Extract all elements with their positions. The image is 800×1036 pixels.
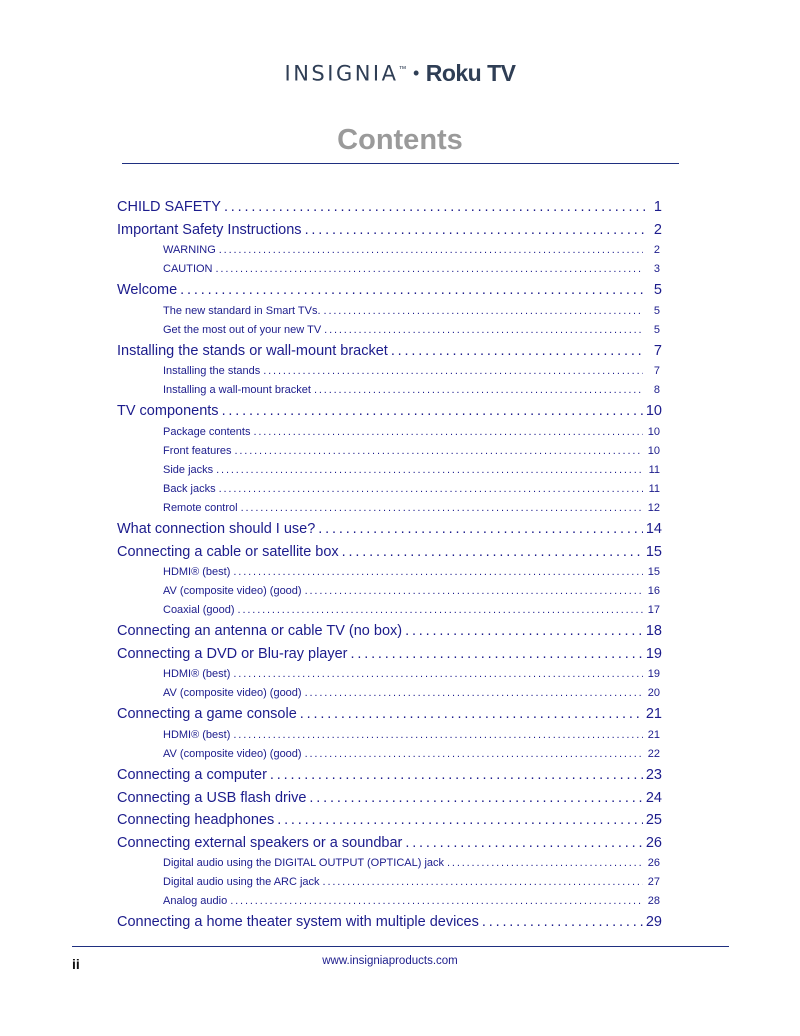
logo-trademark: ™	[398, 64, 407, 74]
toc-subentry[interactable]	[117, 260, 662, 279]
toc-entry[interactable]	[117, 400, 662, 423]
toc-subentry[interactable]	[117, 480, 662, 499]
toc-subentry[interactable]	[117, 892, 662, 911]
toc-entry-label: Coaxial (good)	[163, 604, 235, 617]
toc-entry-page: 11	[648, 482, 660, 495]
toc-entry-label: Connecting headphones	[117, 812, 275, 829]
dot-leader	[305, 745, 643, 764]
toc-entry-page: 25	[645, 812, 662, 829]
dot-leader	[180, 279, 645, 302]
dot-leader	[233, 726, 643, 745]
toc-entry-page: 10	[647, 425, 660, 438]
toc-entry-page: 5	[653, 304, 660, 317]
toc-entry-page: 16	[647, 585, 660, 598]
title-divider	[122, 163, 679, 164]
toc-entry-page: 21	[645, 706, 662, 723]
logo-brand: INSIGNIA	[284, 61, 399, 86]
footer-url[interactable]: www.insigniaproducts.com	[322, 955, 458, 967]
toc-entry-page: 17	[647, 604, 660, 617]
dot-leader	[324, 302, 643, 321]
toc-subentry[interactable]	[117, 461, 662, 480]
toc-subentry[interactable]	[117, 423, 662, 442]
toc-subentry[interactable]	[117, 381, 662, 400]
toc-subentry[interactable]	[117, 726, 662, 745]
toc-entry-label: Remote control	[163, 501, 238, 514]
toc-entry-page: 5	[653, 323, 660, 336]
dot-leader	[219, 480, 643, 499]
toc-entry-page: 3	[653, 263, 660, 276]
toc-subentry[interactable]	[117, 302, 662, 321]
toc-entry-page: 27	[647, 876, 660, 889]
toc-entry-page: 1	[653, 199, 662, 215]
toc-entry-label: CHILD SAFETY	[117, 199, 221, 215]
toc-entry-page: 23	[645, 766, 662, 783]
dot-leader	[241, 499, 643, 518]
toc-entry[interactable]	[117, 279, 662, 302]
dot-leader	[270, 764, 643, 787]
toc-entry-page: 24	[645, 789, 662, 806]
dot-leader	[234, 442, 643, 461]
toc-entry[interactable]	[117, 832, 662, 855]
toc-entry-page: 19	[647, 668, 660, 681]
toc-entry[interactable]	[117, 787, 662, 810]
dot-leader	[309, 787, 642, 810]
toc-entry-label: Connecting a game console	[117, 706, 297, 723]
toc-entry-page: 18	[645, 623, 662, 640]
toc-subentry[interactable]	[117, 684, 662, 703]
toc-subentry[interactable]	[117, 745, 662, 764]
toc-entry-label: Get the most out of your new TV	[163, 323, 322, 336]
toc-entry-label: Side jacks	[163, 463, 214, 476]
dot-leader	[233, 665, 643, 684]
toc-subentry[interactable]	[117, 873, 662, 892]
toc-entry[interactable]	[117, 620, 662, 643]
dot-leader	[405, 620, 643, 643]
toc-entry[interactable]	[117, 541, 662, 564]
toc-entry-label: WARNING	[163, 244, 216, 257]
dot-leader	[216, 461, 643, 480]
toc-entry-label: Welcome	[117, 282, 178, 299]
toc-entry-page: 19	[645, 645, 662, 662]
toc-entry-label: Installing the stands	[163, 365, 261, 378]
toc-entry-page: 28	[647, 895, 660, 908]
toc-entry[interactable]	[117, 764, 662, 787]
dot-leader	[482, 911, 643, 934]
table-of-contents	[117, 196, 662, 934]
toc-entry[interactable]	[117, 703, 662, 726]
toc-entry-page: 15	[645, 543, 662, 560]
toc-entry-label: Connecting a USB flash drive	[117, 789, 307, 806]
toc-entry-label: Connecting a DVD or Blu-ray player	[117, 645, 348, 662]
toc-entry-page: 10	[645, 403, 662, 420]
toc-entry-label: Installing a wall-mount bracket	[163, 384, 311, 397]
toc-entry-page: 11	[648, 463, 660, 476]
dot-leader	[253, 423, 643, 442]
toc-entry[interactable]	[117, 911, 662, 934]
toc-subentry[interactable]	[117, 665, 662, 684]
toc-entry-page: 15	[647, 566, 660, 579]
dot-leader	[277, 809, 643, 832]
toc-entry-page: 2	[653, 221, 662, 238]
brand-logo	[0, 60, 800, 87]
toc-entry-label: Connecting a home theater system with multiple devices	[117, 914, 479, 931]
logo-separator: •	[412, 63, 420, 83]
toc-entry[interactable]	[117, 196, 662, 219]
dot-leader	[230, 892, 643, 911]
dot-leader	[323, 873, 643, 892]
toc-subentry[interactable]	[117, 499, 662, 518]
dot-leader	[233, 563, 643, 582]
toc-entry-label: Connecting an antenna or cable TV (no box)	[117, 623, 403, 640]
dot-leader	[305, 684, 643, 703]
dot-leader	[314, 381, 643, 400]
toc-entry-page: 26	[645, 834, 662, 851]
toc-entry[interactable]	[117, 643, 662, 666]
toc-entry-label: Analog audio	[163, 895, 228, 908]
toc-entry-page: 8	[653, 384, 660, 397]
toc-subentry[interactable]	[117, 442, 662, 461]
toc-subentry[interactable]	[117, 321, 662, 340]
toc-entry-label: AV (composite video) (good)	[163, 585, 302, 598]
toc-entry-label: What connection should I use?	[117, 520, 316, 537]
dot-leader	[216, 260, 644, 279]
toc-entry[interactable]	[117, 518, 662, 541]
toc-entry-page: 26	[647, 857, 660, 870]
toc-entry[interactable]	[117, 340, 662, 363]
toc-entry-label: Installing the stands or wall-mount bracket	[117, 342, 388, 359]
logo-partner: Roku TV	[425, 60, 516, 86]
toc-entry-label: AV (composite video) (good)	[163, 687, 302, 700]
toc-entry-label: Connecting a computer	[117, 766, 267, 783]
dot-leader	[342, 541, 643, 564]
dot-leader	[447, 854, 643, 873]
toc-entry-label: The new standard in Smart TVs.	[163, 304, 321, 317]
dot-leader	[222, 400, 643, 423]
dot-leader	[238, 601, 643, 620]
toc-entry-label: AV (composite video) (good)	[163, 747, 302, 760]
toc-entry-label: HDMI® (best)	[163, 668, 231, 681]
dot-leader	[318, 518, 643, 541]
dot-leader	[305, 582, 643, 601]
dot-leader	[305, 219, 645, 242]
toc-entry-label: Digital audio using the DIGITAL OUTPUT (OPTICAL) jack	[163, 857, 444, 870]
dot-leader	[300, 703, 643, 726]
toc-entry-page: 12	[647, 501, 660, 514]
page-number: ii	[72, 956, 80, 972]
toc-entry-label: HDMI® (best)	[163, 728, 231, 741]
dot-leader	[405, 832, 643, 855]
toc-subentry[interactable]	[117, 241, 662, 260]
dot-leader	[219, 241, 643, 260]
toc-entry-label: Connecting a cable or satellite box	[117, 543, 339, 560]
toc-entry-page: 10	[647, 444, 660, 457]
dot-leader	[391, 340, 645, 363]
footer-divider	[72, 946, 729, 947]
toc-entry-page: 22	[647, 747, 660, 760]
toc-entry[interactable]	[117, 219, 662, 242]
toc-entry-label: Connecting external speakers or a soundbar	[117, 834, 403, 851]
toc-entry-page: 5	[653, 282, 662, 299]
dot-leader	[263, 362, 643, 381]
toc-entry-page: 2	[653, 244, 660, 257]
page-title: Contents	[337, 124, 463, 156]
toc-entry-page: 29	[645, 914, 662, 931]
toc-entry-page: 14	[645, 520, 662, 537]
toc-entry-label: Important Safety Instructions	[117, 221, 302, 238]
toc-subentry[interactable]	[117, 563, 662, 582]
toc-entry-label: HDMI® (best)	[163, 566, 231, 579]
toc-subentry[interactable]	[117, 582, 662, 601]
toc-entry-label: CAUTION	[163, 263, 213, 276]
toc-entry-page: 7	[653, 342, 662, 359]
toc-entry[interactable]	[117, 809, 662, 832]
dot-leader	[351, 643, 643, 666]
toc-entry-label: Digital audio using the ARC jack	[163, 876, 320, 889]
toc-subentry[interactable]	[117, 854, 662, 873]
toc-subentry[interactable]	[117, 362, 662, 381]
toc-entry-page: 21	[647, 728, 660, 741]
toc-entry-label: Front features	[163, 444, 232, 457]
toc-entry-label: TV components	[117, 403, 219, 420]
dot-leader	[224, 196, 645, 219]
toc-entry-page: 7	[653, 365, 660, 378]
toc-entry-label: Back jacks	[163, 482, 216, 495]
toc-entry-page: 20	[647, 687, 660, 700]
toc-subentry[interactable]	[117, 601, 662, 620]
dot-leader	[324, 321, 643, 340]
toc-entry-label: Package contents	[163, 425, 251, 438]
